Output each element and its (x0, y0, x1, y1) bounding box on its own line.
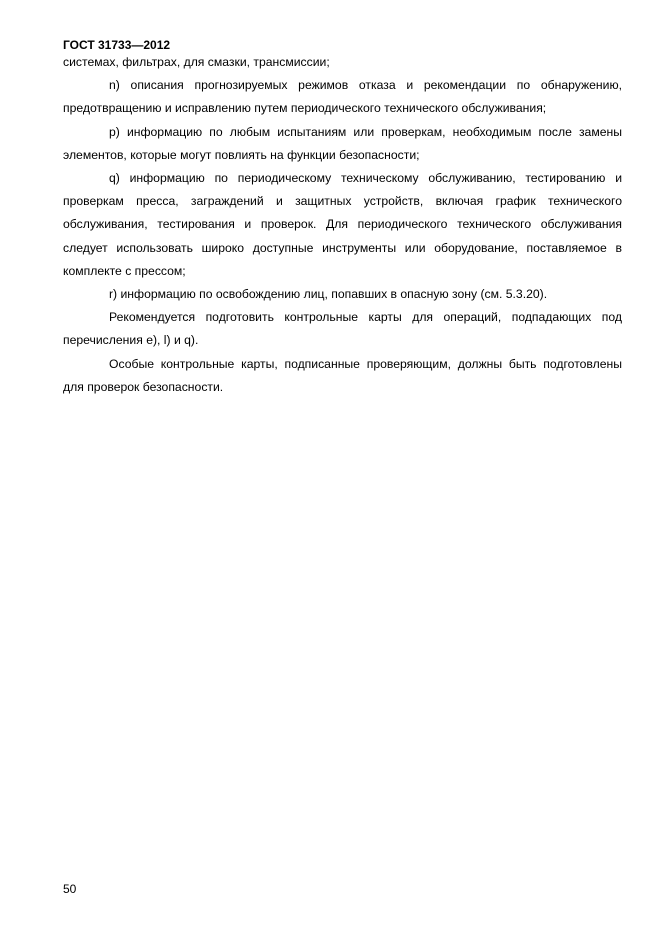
page-number: 50 (63, 882, 77, 896)
paragraph-checklists: Особые контрольные карты, подписанные проверяющим, должны быть подготовлены для проверок безопасности. (63, 356, 622, 394)
document-header: ГОСТ 31733—2012 (63, 38, 171, 52)
document-body (63, 51, 622, 399)
paragraph-continuation: системах, фильтрах, для смазки, трансмиссии; (63, 55, 330, 69)
paragraph-recommendation: Рекомендуется подготовить контрольные карты для операций, подпадающих под перечисления e), l) и q). (63, 310, 622, 348)
list-item-r: r) информацию по освобождению лиц, попавших в опасную зону (см. 5.3.20). (109, 287, 548, 302)
list-item-q: q) информацию по периодическому техническому обслуживанию, тестированию и проверкам пресса, заграждений и защитных устройств, включая график технического обслуживания, тестирования и проверок. Для периодического технического обслуживания следует использовать широко доступные инструменты или оборудование, поставляемое в комплекте с прессом; (63, 171, 622, 278)
list-item-p: p) информацию по любым испытаниям или проверкам, необходимым после замены элементов, которые могут повлиять на функции безопасности; (63, 124, 622, 162)
list-item-n: n) описания прогнозируемых режимов отказа и рекомендации по обнаружению, предотвращению и исправлению путем периодического технического обслуживания; (63, 78, 622, 116)
